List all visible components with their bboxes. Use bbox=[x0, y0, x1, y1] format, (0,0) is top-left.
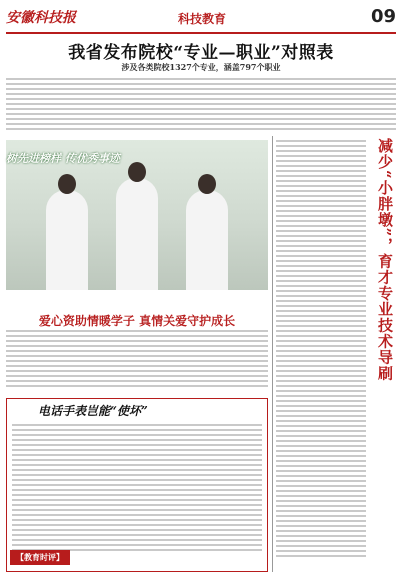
sidebar-body-text bbox=[276, 140, 366, 560]
commentary-body-text bbox=[12, 424, 262, 554]
column-divider bbox=[272, 136, 273, 572]
newspaper-logo: 安徽科技报 bbox=[6, 10, 76, 26]
page-number: 09 bbox=[370, 6, 396, 27]
sidebar-headline: 减少“小胖墩”，育才专业技术导刷 bbox=[376, 138, 394, 382]
lead-headline: 我省发布院校“专业—职业”对照表 bbox=[68, 43, 334, 63]
masthead bbox=[6, 4, 396, 34]
second-body-text bbox=[6, 330, 268, 390]
commentary-tag: 【教育时评】 bbox=[10, 550, 70, 565]
lead-body-text bbox=[6, 78, 396, 133]
commentary-title: 电话手表岂能“使坏” bbox=[38, 404, 148, 418]
photo-banner: 树先进榜样 传优秀事迹 bbox=[6, 152, 120, 165]
second-headline: 爱心资助情暖学子 真情关爱守护成长 bbox=[38, 314, 236, 328]
section-title: 科技教育 bbox=[178, 12, 227, 26]
lead-subhead: 涉及各类院校1327个专业，涵盖797个职业 bbox=[121, 62, 281, 72]
